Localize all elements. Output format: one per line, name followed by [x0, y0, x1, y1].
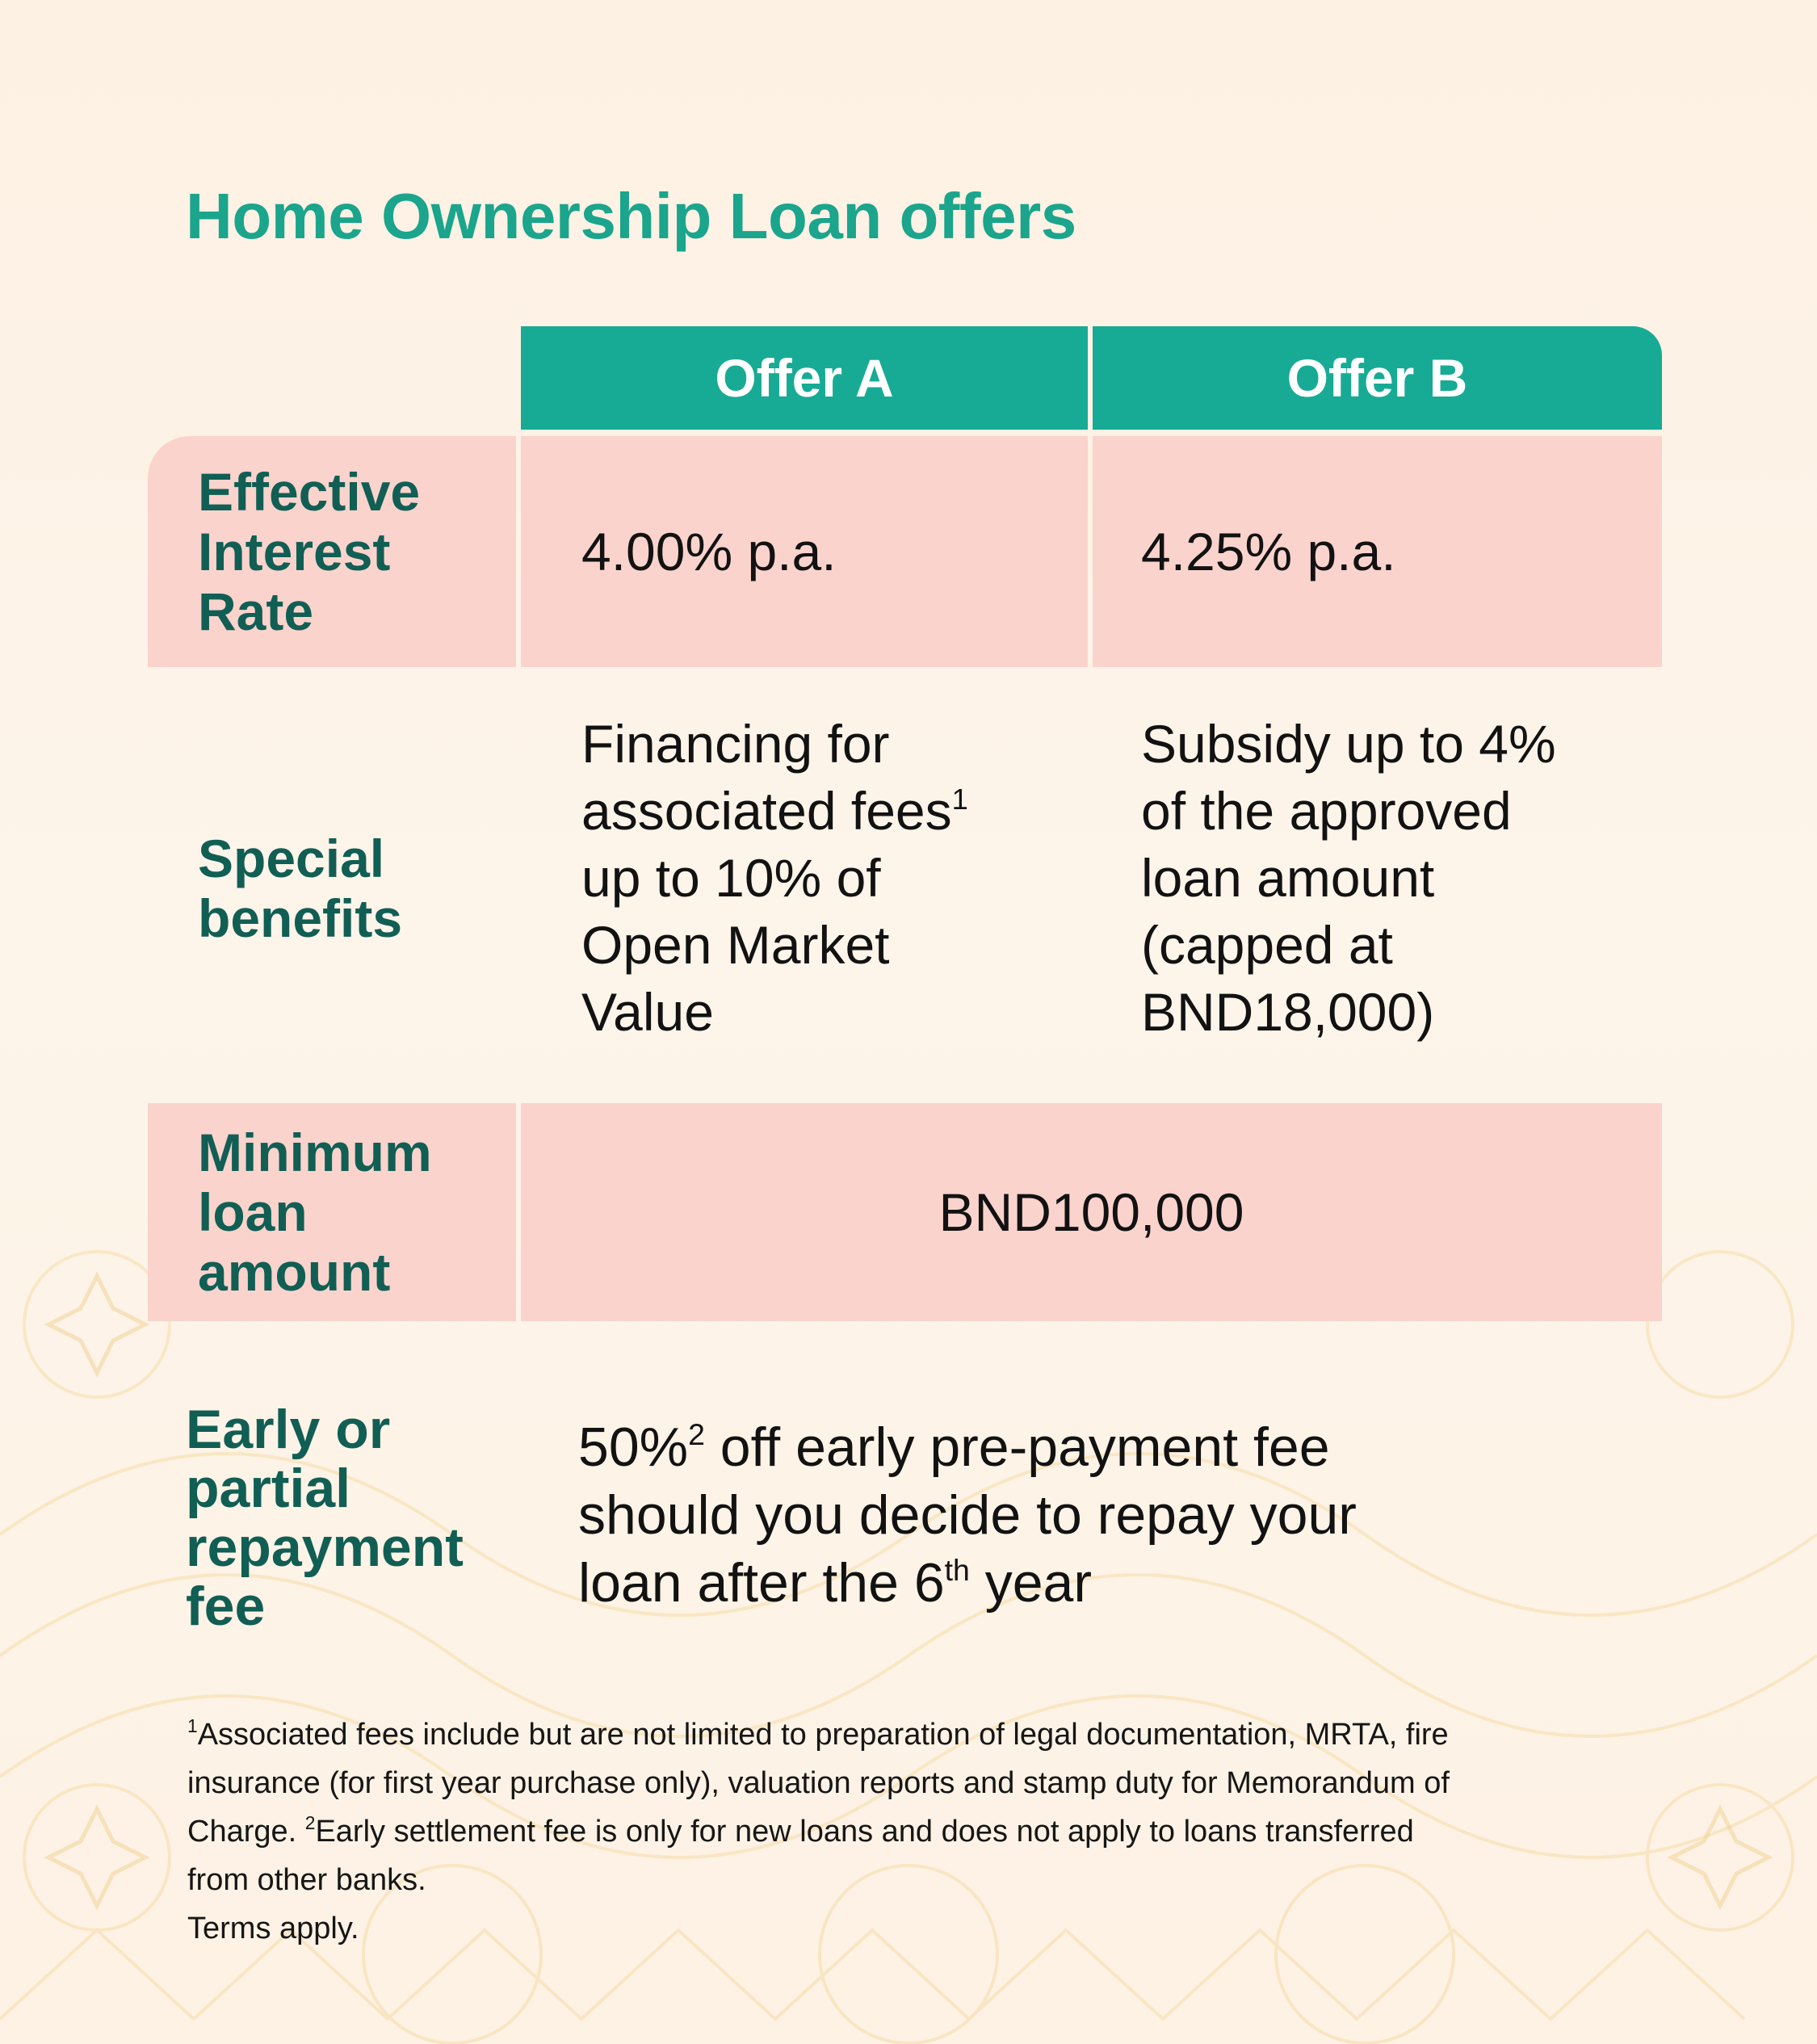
footnote-line: from other banks.: [187, 1863, 426, 1897]
offer-b-header: Offer B: [1093, 326, 1662, 430]
minimum-loan-value: [521, 1103, 1662, 1321]
repayment-line: [578, 1413, 1644, 1481]
label-line: amount: [198, 1242, 391, 1302]
benefit-line: up to 10% of: [581, 848, 881, 908]
offer-a-rate-value: 4.00% p.a.: [581, 521, 837, 581]
benefit-line: loan amount: [1141, 848, 1435, 908]
special-benefits-label: [148, 670, 516, 1106]
footnote-line: [187, 1710, 1689, 1759]
repayment-fee-label: [186, 1397, 525, 1639]
footnote-marker-2: 2: [304, 1812, 316, 1834]
repayment-line: should you decide to repay your: [578, 1484, 1357, 1546]
footnote-text: Early settlement fee is only for new loans and does not apply to loans transferred: [315, 1815, 1414, 1849]
label-line: benefits: [198, 888, 403, 948]
repayment-line-text: loan after the 6: [578, 1552, 945, 1614]
page-title: Home Ownership Loan offers: [186, 180, 1076, 252]
repayment-line: [578, 1549, 1644, 1617]
repayment-fee-value: [578, 1413, 1644, 1623]
label-line: partial: [186, 1458, 351, 1519]
label-line: fee: [186, 1576, 266, 1637]
offer-a-special-benefits: [521, 711, 1088, 1050]
footnote-text: Associated fees include but are not limited to preparation of legal documentation, MRTA, fire: [197, 1718, 1449, 1752]
offer-b-special-benefits: [1093, 711, 1662, 1050]
footnotes: [187, 1710, 1689, 1953]
repayment-line-text: off early pre-payment fee: [704, 1417, 1330, 1478]
label-line: repayment: [186, 1517, 464, 1578]
benefit-line: Subsidy up to 4%: [1141, 714, 1556, 774]
ordinal-suffix: th: [944, 1553, 970, 1588]
terms-apply: Terms apply.: [187, 1912, 359, 1945]
offer-b-interest-rate: [1093, 436, 1662, 667]
footnote-line: [187, 1807, 1689, 1856]
benefit-line: Value: [581, 982, 714, 1042]
footnote-ref-1: 1: [951, 783, 968, 816]
label-line: Early or: [186, 1399, 391, 1460]
footnote-line: insurance (for first year purchase only), valuation reports and stamp duty for Memorandum of: [187, 1766, 1450, 1800]
offer-b-rate-value: 4.25% p.a.: [1141, 521, 1396, 581]
label-line: Minimum: [198, 1123, 432, 1182]
benefit-line: [581, 778, 1088, 845]
offer-a-header: Offer A: [521, 326, 1088, 430]
label-line: Interest: [198, 522, 391, 581]
footnote-text: Charge.: [187, 1815, 305, 1849]
minimum-loan-amount: BND100,000: [938, 1181, 1244, 1242]
benefit-line: of the approved: [1141, 781, 1512, 841]
offer-a-interest-rate: [521, 436, 1088, 667]
benefit-line: Open Market: [581, 915, 890, 975]
label-line: Rate: [198, 581, 314, 641]
interest-rate-label: [148, 436, 516, 667]
footnote-marker-1: 1: [187, 1715, 198, 1737]
label-line: loan: [198, 1182, 308, 1242]
footnote-ref-2: 2: [688, 1417, 705, 1452]
benefit-line: Financing for: [581, 714, 890, 774]
label-line: Special: [198, 829, 385, 888]
minimum-loan-label: [148, 1103, 516, 1321]
benefit-line: BND18,000): [1141, 982, 1435, 1042]
benefit-line-text: associated fees: [581, 781, 952, 841]
benefit-line: (capped at: [1141, 915, 1393, 975]
repayment-line-text: year: [969, 1552, 1093, 1614]
label-line: Effective: [198, 462, 421, 522]
repayment-percent: 50%: [578, 1417, 689, 1478]
